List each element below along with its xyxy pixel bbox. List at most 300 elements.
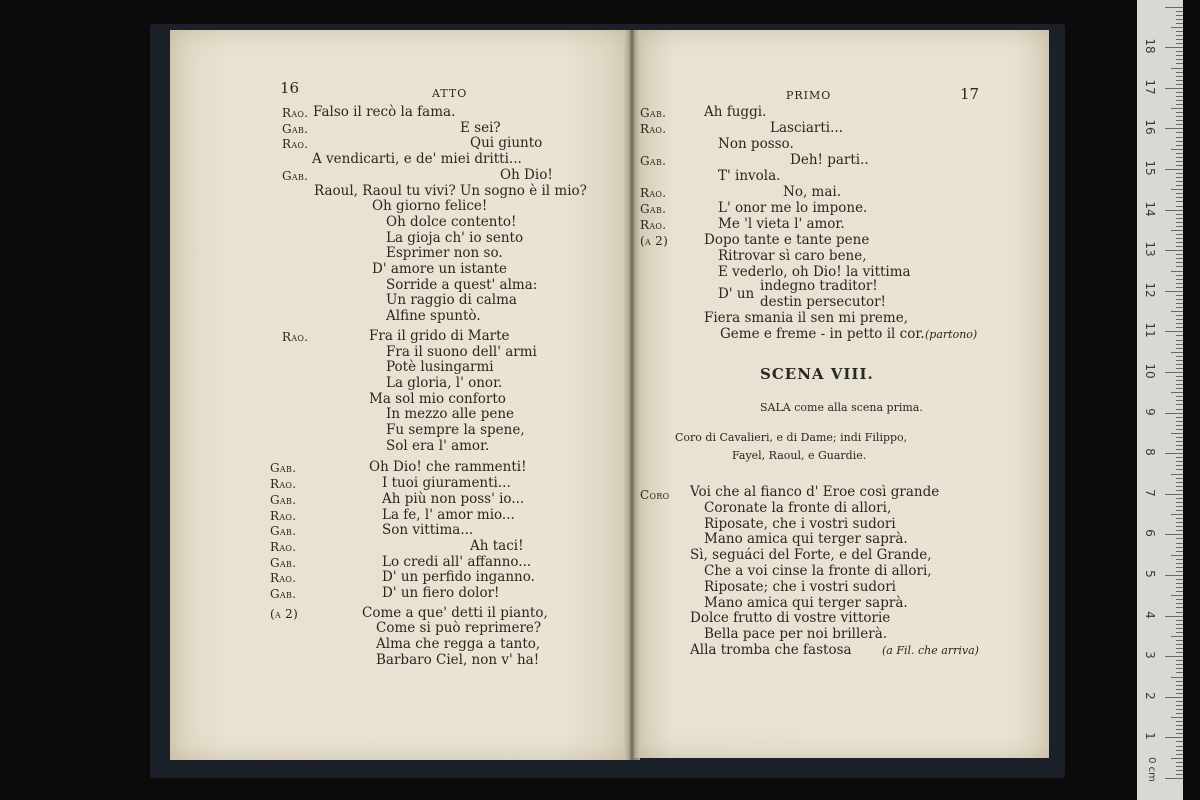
ruler-tick — [1176, 506, 1183, 507]
ruler-number: 8 — [1143, 448, 1157, 456]
ruler-tick — [1171, 677, 1183, 678]
ruler-tick — [1176, 218, 1183, 219]
ruler-tick — [1176, 59, 1183, 60]
ruler-tick — [1165, 494, 1183, 495]
measuring-ruler — [1137, 0, 1183, 800]
ruler-tick — [1176, 632, 1183, 633]
speaker-label: Rao. — [640, 218, 667, 232]
ruler-tick — [1176, 543, 1183, 544]
verse-line: Ritrovar sì caro bene, — [718, 248, 867, 264]
ruler-tick — [1176, 746, 1183, 747]
ruler-tick — [1165, 534, 1183, 535]
ruler-tick — [1176, 652, 1183, 653]
ruler-tick — [1176, 672, 1183, 673]
ruler-tick — [1176, 120, 1183, 121]
ruler-tick — [1176, 177, 1183, 178]
ruler-tick — [1176, 161, 1183, 162]
verse-line: Oh dolce contento! — [386, 213, 517, 230]
ruler-tick — [1176, 449, 1183, 450]
ruler-tick — [1176, 165, 1183, 166]
ruler-tick — [1165, 169, 1183, 170]
ruler-tick — [1176, 295, 1183, 296]
ruler-tick — [1165, 413, 1183, 414]
stage-direction: (partono) — [925, 328, 978, 341]
verse-line: Mano amica qui terger saprà. — [704, 594, 908, 611]
ruler-tick — [1171, 555, 1183, 556]
ruler-tick — [1171, 271, 1183, 272]
ruler-tick — [1176, 628, 1183, 629]
verse-line: La gioja ch' io sento — [386, 229, 524, 246]
running-head: ATTO — [432, 87, 468, 100]
ruler-tick — [1171, 352, 1183, 353]
ruler-tick — [1176, 693, 1183, 694]
ruler-tick — [1171, 392, 1183, 393]
ruler-tick — [1176, 234, 1183, 235]
ruler-tick — [1176, 315, 1183, 316]
ruler-tick — [1176, 80, 1183, 81]
ruler-tick — [1165, 697, 1183, 698]
ruler-tick — [1176, 579, 1183, 580]
speaker-label: Rao. — [282, 329, 309, 344]
verse-line: Son vittima... — [382, 522, 474, 539]
ruler-tick — [1176, 84, 1183, 85]
ruler-tick — [1176, 660, 1183, 661]
verse-line: Dopo tante e tante pene — [704, 232, 870, 248]
speaker-label: Rao. — [640, 186, 667, 200]
ruler-tick — [1171, 27, 1183, 28]
verse-line: In mezzo alle pene — [386, 406, 515, 423]
ruler-tick — [1176, 457, 1183, 458]
ruler-tick — [1176, 664, 1183, 665]
speaker-label: Rao. — [270, 508, 297, 523]
verse-line: Geme e freme - in petto il cor. — [720, 326, 925, 342]
ruler-tick — [1171, 68, 1183, 69]
speaker-label: Rao. — [282, 106, 309, 120]
ruler-tick — [1176, 15, 1183, 16]
ruler-tick — [1176, 762, 1183, 763]
ruler-tick — [1176, 530, 1183, 531]
ruler-tick — [1165, 331, 1183, 332]
ruler-tick — [1165, 250, 1183, 251]
ruler-number: 11 — [1143, 322, 1157, 339]
ruler-tick — [1165, 453, 1183, 454]
ruler-number: 6 — [1143, 529, 1157, 538]
verse-line: Raoul, Raoul tu vivi? Un sogno è il mio? — [314, 182, 587, 199]
ruler-tick — [1176, 201, 1183, 202]
verse-line: Mano amica qui terger saprà. — [704, 531, 908, 548]
ruler-tick — [1176, 478, 1183, 479]
speaker-label: Rao. — [270, 539, 297, 554]
verse-line: Ah taci! — [470, 537, 524, 554]
verse-line: Riposate; che i vostri sudori — [704, 578, 896, 595]
ruler-tick — [1176, 429, 1183, 430]
ruler-tick — [1176, 644, 1183, 645]
ruler-tick — [1171, 311, 1183, 312]
ruler-tick — [1176, 279, 1183, 280]
verse-line: Deh! parti.. — [790, 152, 869, 168]
ruler-tick — [1176, 465, 1183, 466]
verse-line: La fe, l' amor mio... — [382, 506, 515, 523]
speaker-label: Gab. — [282, 168, 309, 183]
ruler-tick — [1176, 384, 1183, 385]
ruler-tick — [1176, 266, 1183, 267]
ruler-number: 9 — [1143, 407, 1157, 416]
verse-line: D' un — [718, 286, 755, 302]
ruler-tick — [1176, 469, 1183, 470]
ruler-tick — [1171, 433, 1183, 434]
ruler-tick — [1176, 526, 1183, 527]
verse-line: Lo credi all' affanno... — [382, 553, 532, 570]
ruler-tick — [1176, 522, 1183, 523]
ruler-tick — [1176, 725, 1183, 726]
ruler-tick — [1176, 437, 1183, 438]
ruler-tick — [1176, 754, 1183, 755]
ruler-tick — [1176, 551, 1183, 552]
ruler-tick — [1176, 262, 1183, 263]
ruler-tick — [1176, 571, 1183, 572]
ruler-tick — [1176, 132, 1183, 133]
ruler-tick — [1171, 189, 1183, 190]
verse-line: E sei? — [460, 119, 501, 136]
verse-line: Voi che al fianco d' Eroe così grande — [690, 484, 940, 500]
ruler-tick — [1176, 547, 1183, 548]
verse-line: indegno traditor! — [760, 278, 878, 294]
ruler-tick — [1165, 616, 1183, 617]
ruler-number: 18 — [1143, 38, 1157, 54]
speaker-label: Rao. — [270, 571, 297, 586]
ruler-tick — [1176, 303, 1183, 304]
ruler-tick — [1176, 364, 1183, 365]
verse-line: Alla tromba che fastosa — [690, 642, 852, 658]
scene-setting: SALA come alla scena prima. — [760, 401, 923, 414]
ruler-tick — [1176, 685, 1183, 686]
ruler-tick — [1176, 173, 1183, 174]
ruler-tick — [1176, 380, 1183, 381]
ruler-tick — [1176, 648, 1183, 649]
ruler-tick — [1165, 656, 1183, 657]
verse-line: Un raggio di calma — [386, 292, 517, 309]
ruler-tick — [1165, 291, 1183, 292]
ruler-tick — [1176, 498, 1183, 499]
ruler-tick — [1176, 417, 1183, 418]
ruler-tick — [1176, 409, 1183, 410]
ruler-tick — [1165, 210, 1183, 211]
verse-line: E vederlo, oh Dio! la vittima — [718, 264, 911, 280]
verse-line: Fu sempre la spene, — [386, 422, 525, 438]
ruler-tick — [1176, 538, 1183, 539]
ruler-tick — [1176, 376, 1183, 377]
verse-line: Potè lusingarmi — [386, 359, 494, 376]
ruler-tick — [1176, 112, 1183, 113]
ruler-tick — [1176, 490, 1183, 491]
ruler-tick — [1171, 758, 1183, 759]
ruler-tick — [1176, 689, 1183, 690]
speaker-label: Gab. — [270, 555, 297, 570]
ruler-tick — [1176, 238, 1183, 239]
ruler-number: 4 — [1143, 610, 1157, 619]
ruler-tick — [1176, 23, 1183, 24]
ruler-tick — [1176, 335, 1183, 336]
ruler-tick — [1176, 193, 1183, 194]
ruler-tick — [1176, 567, 1183, 568]
speaker-label: (a 2) — [640, 234, 669, 248]
ruler-tick — [1165, 778, 1183, 779]
ruler-tick — [1171, 149, 1183, 150]
ruler-tick — [1176, 729, 1183, 730]
ruler-tick — [1176, 612, 1183, 613]
ruler-tick — [1176, 226, 1183, 227]
ruler-tick — [1176, 35, 1183, 36]
ruler-tick — [1171, 474, 1183, 475]
verse-line: Qui giunto — [470, 135, 543, 152]
verse-line: Lasciarti... — [770, 120, 843, 136]
ruler-tick — [1176, 206, 1183, 207]
ruler-tick — [1176, 319, 1183, 320]
verse-line: Sol era l' amor. — [386, 437, 490, 454]
ruler-tick — [1176, 254, 1183, 255]
ruler-number: 10 — [1143, 363, 1157, 379]
ruler-tick — [1176, 587, 1183, 588]
ruler-tick — [1176, 510, 1183, 511]
verse-line: Coronate la fronte di allori, — [704, 499, 892, 516]
running-head: PRIMO — [786, 89, 832, 102]
ruler-tick — [1176, 246, 1183, 247]
verse-line: Esprimer non so. — [386, 245, 503, 262]
ruler-tick — [1176, 258, 1183, 259]
ruler-tick — [1176, 713, 1183, 714]
ruler-tick — [1176, 242, 1183, 243]
page-number: 17 — [960, 85, 980, 103]
ruler-tick — [1176, 640, 1183, 641]
ruler-tick — [1171, 717, 1183, 718]
cast-list: Fayel, Raoul, e Guardie. — [732, 449, 867, 462]
chorus-label: Coro — [640, 488, 670, 502]
ruler-tick — [1176, 51, 1183, 52]
ruler-tick — [1176, 559, 1183, 560]
verse-line: Bella pace per noi brillerà. — [704, 626, 888, 643]
verse-line: Sì, seguáci del Forte, e del Grande, — [690, 547, 932, 564]
ruler-tick — [1176, 283, 1183, 284]
verse-line: Alfine spuntò. — [386, 308, 481, 325]
ruler-tick — [1176, 681, 1183, 682]
ruler-tick — [1176, 63, 1183, 64]
verse-line: Che a voi cinse la fronte di allori, — [704, 563, 932, 579]
ruler-tick — [1176, 344, 1183, 345]
stage-direction: (a Fil. che arriva) — [882, 644, 979, 657]
ruler-tick — [1176, 482, 1183, 483]
ruler-tick — [1176, 766, 1183, 767]
ruler-tick — [1176, 100, 1183, 101]
verse-line: Oh giorno felice! — [372, 198, 488, 215]
ruler-tick — [1176, 368, 1183, 369]
ruler-tick — [1176, 360, 1183, 361]
ruler-tick — [1176, 214, 1183, 215]
verse-line: Come si può reprimere? — [376, 620, 542, 637]
verse-line: D' un fiero dolor! — [382, 585, 500, 601]
verse-line: A vendicarti, e de' miei dritti... — [312, 151, 522, 168]
speaker-label: Gab. — [270, 461, 297, 476]
ruler-tick — [1176, 591, 1183, 592]
ruler-tick — [1176, 340, 1183, 341]
ruler-tick — [1176, 750, 1183, 751]
scene-title: SCENA VIII. — [760, 365, 874, 383]
verse-line: destin persecutor! — [760, 294, 886, 310]
speaker-label: Rao. — [282, 137, 309, 152]
verse-line: Oh Dio! che rammenti! — [369, 459, 527, 476]
book-gutter — [624, 30, 640, 760]
ruler-tick — [1176, 603, 1183, 604]
ruler-tick — [1176, 275, 1183, 276]
ruler-tick — [1176, 741, 1183, 742]
verse-line: D' un perfido inganno. — [382, 569, 535, 586]
verse-line: Fra il suono dell' armi — [386, 343, 537, 360]
verse-line: I tuoi giuramenti... — [382, 475, 511, 492]
cast-list: Coro di Cavalieri, e di Dame; indi Filippo, — [675, 431, 908, 444]
ruler-tick — [1176, 137, 1183, 138]
ruler-tick — [1176, 425, 1183, 426]
ruler-tick — [1171, 514, 1183, 515]
ruler-tick — [1176, 400, 1183, 401]
ruler-tick — [1176, 92, 1183, 93]
verse-line: Alma che regga a tanto, — [376, 636, 541, 653]
ruler-tick — [1176, 323, 1183, 324]
speaker-label: Gab. — [640, 106, 667, 120]
ruler-tick — [1176, 185, 1183, 186]
ruler-tick — [1176, 774, 1183, 775]
verse-line: Non posso. — [718, 136, 794, 152]
ruler-number: 5 — [1143, 570, 1157, 578]
verse-line: Me 'l vieta l' amor. — [718, 216, 845, 232]
ruler-tick — [1176, 668, 1183, 669]
ruler-tick — [1176, 502, 1183, 503]
ruler-tick — [1171, 230, 1183, 231]
ruler-number: 17 — [1143, 79, 1157, 95]
ruler-tick — [1176, 197, 1183, 198]
page-number: 16 — [280, 79, 300, 97]
ruler-tick — [1176, 705, 1183, 706]
ruler-tick — [1176, 307, 1183, 308]
ruler-tick — [1176, 624, 1183, 625]
ruler-tick — [1176, 72, 1183, 73]
speaker-label: Gab. — [270, 587, 297, 601]
verse-line: La gloria, l' onor. — [386, 374, 503, 391]
ruler-tick — [1176, 421, 1183, 422]
speaker-label: Gab. — [270, 524, 297, 539]
verse-line: T' invola. — [718, 168, 781, 184]
ruler-number: 3 — [1143, 651, 1157, 659]
ruler-tick — [1176, 441, 1183, 442]
verse-line: Riposate, che i vostri sudori — [704, 515, 896, 532]
ruler-tick — [1171, 636, 1183, 637]
ruler-tick — [1176, 620, 1183, 621]
ruler-tick — [1176, 518, 1183, 519]
ruler-tick — [1165, 47, 1183, 48]
ruler-number: 15 — [1143, 160, 1157, 176]
speaker-label: Gab. — [640, 154, 667, 168]
speaker-label: Rao. — [640, 122, 667, 136]
ruler-tick — [1176, 222, 1183, 223]
verse-line: Oh Dio! — [500, 166, 553, 183]
ruler-tick — [1176, 43, 1183, 44]
ruler-number: 7 — [1143, 488, 1157, 497]
ruler-tick — [1176, 770, 1183, 771]
verse-line: Come a que' detti il pianto, — [362, 604, 548, 621]
ruler-tick — [1176, 181, 1183, 182]
ruler-tick — [1176, 583, 1183, 584]
ruler-tick — [1176, 153, 1183, 154]
ruler-tick — [1176, 145, 1183, 146]
ruler-tick — [1165, 737, 1183, 738]
ruler-tick — [1176, 19, 1183, 20]
ruler-tick — [1165, 372, 1183, 373]
ruler-tick — [1176, 486, 1183, 487]
ruler-number: 1 — [1143, 732, 1157, 741]
speaker-label: Gab. — [270, 492, 297, 507]
ruler-tick — [1171, 108, 1183, 109]
ruler-tick — [1176, 55, 1183, 56]
ruler-zero-label: 0 cm — [1145, 757, 1157, 782]
ruler-tick — [1176, 461, 1183, 462]
ruler-tick — [1176, 287, 1183, 288]
speaker-label: (a 2) — [270, 606, 299, 621]
ruler-tick — [1176, 104, 1183, 105]
ruler-number: 2 — [1143, 691, 1157, 700]
ruler-tick — [1176, 404, 1183, 405]
ruler-tick — [1176, 709, 1183, 710]
verse-line: Ah più non poss' io... — [382, 490, 525, 507]
ruler-tick — [1176, 141, 1183, 142]
verse-line: Falso il recò la fama. — [313, 104, 456, 120]
verse-line: No, mai. — [783, 184, 841, 200]
ruler-tick — [1176, 96, 1183, 97]
verse-line: Fiera smania il sen mi preme, — [704, 310, 909, 326]
ruler-tick — [1171, 595, 1183, 596]
ruler-tick — [1176, 31, 1183, 32]
ruler-tick — [1165, 575, 1183, 576]
speaker-label: Gab. — [640, 202, 667, 216]
ruler-tick — [1176, 701, 1183, 702]
ruler-number: 16 — [1143, 119, 1157, 136]
ruler-tick — [1176, 327, 1183, 328]
ruler-number: 13 — [1143, 241, 1157, 257]
ruler-number: 14 — [1143, 200, 1157, 217]
verse-line: Fra il grido di Marte — [369, 327, 510, 344]
verse-line: Ma sol mio conforto — [369, 390, 506, 407]
ruler-tick — [1176, 299, 1183, 300]
verse-line: Sorride a quest' alma: — [386, 276, 538, 293]
ruler-tick — [1176, 396, 1183, 397]
ruler-tick — [1176, 445, 1183, 446]
verse-line: Barbaro Ciel, non v' ha! — [376, 651, 540, 668]
ruler-tick — [1165, 128, 1183, 129]
ruler-tick — [1176, 563, 1183, 564]
speaker-label: Gab. — [282, 121, 309, 136]
ruler-number: 12 — [1143, 282, 1157, 298]
ruler-tick — [1176, 388, 1183, 389]
ruler-tick — [1176, 124, 1183, 125]
verse-line: Dolce frutto di vostre vittorie — [690, 610, 891, 627]
ruler-tick — [1176, 348, 1183, 349]
ruler-tick — [1176, 599, 1183, 600]
verse-line: L' onor me lo impone. — [718, 200, 868, 216]
ruler-tick — [1176, 721, 1183, 722]
ruler-tick — [1176, 11, 1183, 12]
speaker-label: Rao. — [270, 477, 297, 492]
ruler-tick — [1176, 733, 1183, 734]
ruler-tick — [1176, 39, 1183, 40]
ruler-tick — [1176, 607, 1183, 608]
ruler-tick — [1176, 76, 1183, 77]
